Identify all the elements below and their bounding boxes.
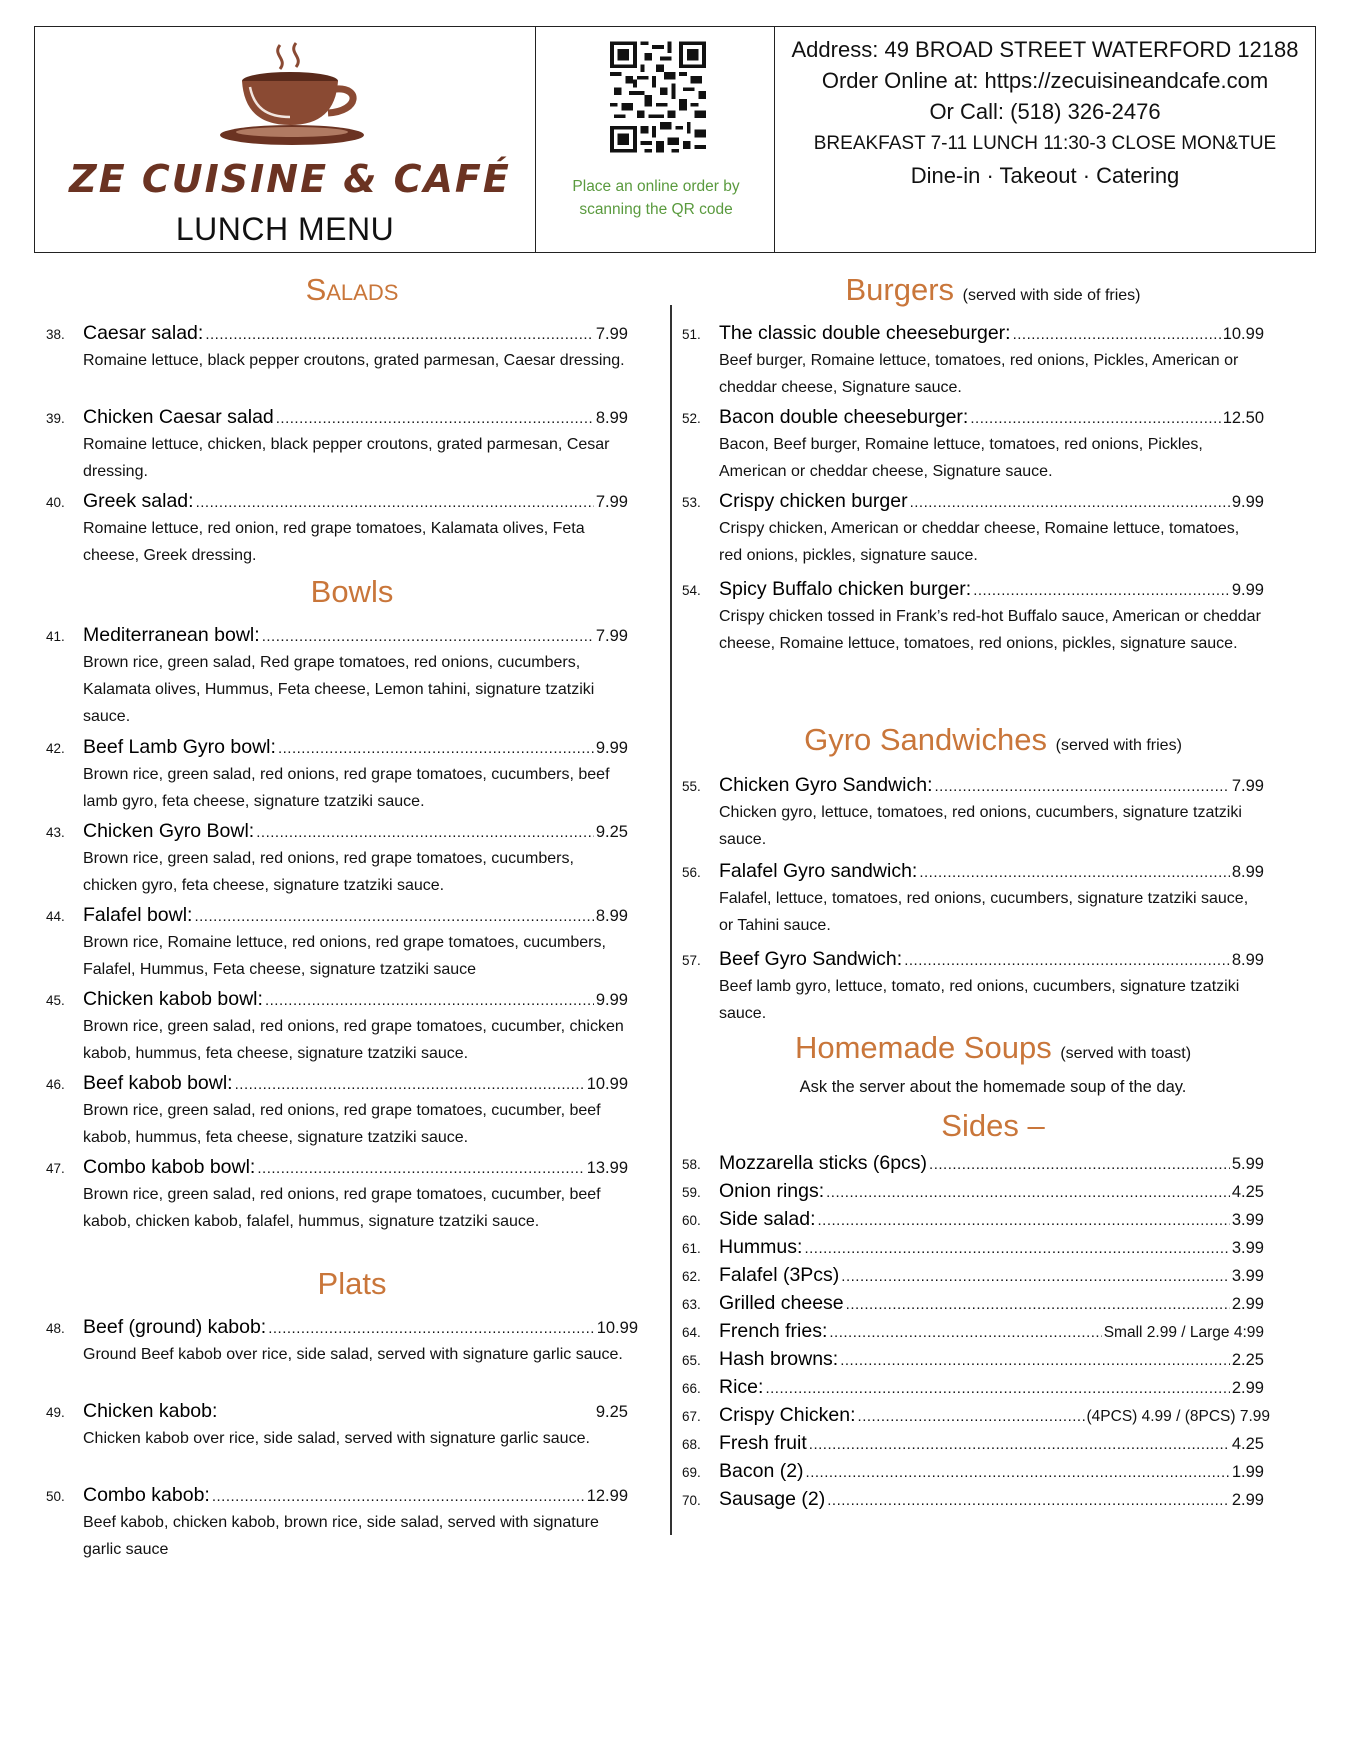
qr-caption-line-1: Place an online order by bbox=[572, 178, 740, 195]
item-price: 9.99 bbox=[595, 739, 628, 757]
section-title-text: Homemade Soups bbox=[794, 1030, 1052, 1065]
item-number: 69. bbox=[682, 1465, 701, 1480]
item-description: Beef kabob, chicken kabob, brown rice, side salad, served with signature garlic sauce bbox=[83, 1514, 599, 1558]
item-description: Falafel, lettuce, tomatoes, red onions, cucumbers, signature tzatziki sauce, or Tahini sauce. bbox=[719, 890, 1249, 934]
item-name: Falafel bowl: bbox=[83, 904, 193, 926]
item-description: Brown rice, green salad, red onions, red grape tomatoes, cucumbers, beef lamb gyro, feta cheese, signature tzatziki sauce. bbox=[83, 766, 610, 810]
item-number: 41. bbox=[46, 629, 65, 644]
item-number: 66. bbox=[682, 1381, 701, 1396]
side-item-61 bbox=[682, 1236, 1264, 1259]
menu-item-43 bbox=[46, 820, 628, 899]
hours-line: BREAKFAST 7-11 LUNCH 11:30-3 CLOSE MON&TUE bbox=[813, 133, 1277, 154]
item-name: Crispy chicken burger bbox=[719, 490, 908, 512]
item-description: Romaine lettuce, chicken, black pepper croutons, grated parmesan, Cesar dressing. bbox=[83, 436, 610, 480]
menu-item-44 bbox=[46, 904, 628, 983]
item-number: 67. bbox=[682, 1409, 701, 1424]
item-name: Mozzarella sticks (6pcs) bbox=[719, 1152, 928, 1174]
item-description: Brown rice, green salad, red onions, red grape tomatoes, cucumber, beef kabob, hummus, feta cheese, signature tzatziki sauce. bbox=[83, 1102, 601, 1146]
menu-item-41 bbox=[46, 624, 628, 730]
item-description: Crispy chicken, American or cheddar cheese, Romaine lettuce, tomatoes, red onions, pickles, signature sauce. bbox=[719, 520, 1240, 564]
item-price: 8.99 bbox=[1231, 951, 1264, 969]
item-number: 39. bbox=[46, 411, 65, 426]
menu-item-40 bbox=[46, 490, 628, 569]
item-number: 68. bbox=[682, 1437, 701, 1452]
menu-item-38 bbox=[46, 322, 628, 374]
menu-item-53 bbox=[682, 490, 1264, 569]
item-description: Brown rice, green salad, Red grape tomatoes, red onions, cucumbers, Kalamata olives, Hummus, Feta cheese, Lemon tahini, signature tzatziki sauce. bbox=[83, 654, 595, 725]
item-description: Brown rice, green salad, red onions, red grape tomatoes, cucumber, beef kabob, chicken kabob, falafel, hummus, signature tzatziki sauce. bbox=[83, 1186, 601, 1230]
section-title-bowls: Bowls bbox=[310, 574, 394, 609]
item-name: Grilled cheese bbox=[719, 1292, 844, 1314]
address-label: Address: bbox=[791, 37, 879, 62]
menu-item-48 bbox=[46, 1316, 638, 1368]
item-price: 5.99 bbox=[1231, 1155, 1264, 1173]
order-online-label: Order Online at bbox=[821, 68, 973, 93]
item-number: 56. bbox=[682, 865, 701, 880]
side-item-58 bbox=[682, 1152, 1264, 1175]
item-name: Beef Lamb Gyro bowl: bbox=[83, 736, 276, 758]
item-price: 2.25 bbox=[1231, 1351, 1264, 1369]
contact-block bbox=[775, 27, 1315, 252]
item-number: 62. bbox=[682, 1269, 701, 1284]
item-price: 9.99 bbox=[1231, 493, 1264, 511]
side-item-63 bbox=[682, 1292, 1264, 1315]
item-number: 48. bbox=[46, 1321, 65, 1336]
side-item-70 bbox=[682, 1488, 1264, 1511]
menu-item-55 bbox=[682, 774, 1264, 853]
section-title-salads: Salads bbox=[305, 272, 399, 307]
item-number: 61. bbox=[682, 1241, 701, 1256]
item-price: 7.99 bbox=[595, 493, 628, 511]
item-description: Beef lamb gyro, lettuce, tomato, red onions, cucumbers, signature tzatziki sauce. bbox=[719, 978, 1240, 1022]
item-number: 59. bbox=[682, 1185, 701, 1200]
item-number: 51. bbox=[682, 327, 701, 342]
item-number: 65. bbox=[682, 1353, 701, 1368]
menu-item-56 bbox=[682, 860, 1264, 939]
section-title-text: Burgers bbox=[845, 272, 955, 307]
item-name: Onion rings: bbox=[719, 1180, 825, 1202]
services-line: Dine-in · Takeout · Catering bbox=[910, 163, 1180, 188]
item-price: 2.99 bbox=[1231, 1491, 1264, 1509]
menu-header bbox=[34, 26, 1316, 253]
side-item-60 bbox=[682, 1208, 1264, 1231]
address-value: 49 BROAD STREET WATERFORD 12188 bbox=[884, 37, 1299, 62]
item-price: 2.99 bbox=[1231, 1295, 1264, 1313]
item-price: 8.99 bbox=[595, 409, 628, 427]
item-name: Greek salad: bbox=[83, 490, 194, 512]
item-name: French fries: bbox=[719, 1320, 828, 1342]
item-name: Sausage (2) bbox=[719, 1488, 826, 1510]
section-title-text: Gyro Sandwiches bbox=[804, 722, 1048, 757]
item-price: 4.25 bbox=[1231, 1183, 1264, 1201]
side-item-66 bbox=[682, 1376, 1264, 1399]
item-description: Bacon, Beef burger, Romaine lettuce, tomatoes, red onions, Pickles, American or cheddar cheese, Signature sauce. bbox=[719, 436, 1203, 480]
item-number: 60. bbox=[682, 1213, 701, 1228]
item-price: 13.99 bbox=[586, 1159, 628, 1177]
side-item-64 bbox=[682, 1320, 1264, 1343]
item-number: 64. bbox=[682, 1325, 701, 1340]
phone-label: Or Call bbox=[929, 99, 998, 124]
item-description: Chicken gyro, lettuce, tomatoes, red onions, cucumbers, signature tzatziki sauce. bbox=[719, 804, 1242, 848]
item-description: Romaine lettuce, red onion, red grape tomatoes, Kalamata olives, Feta cheese, Greek dressing. bbox=[83, 520, 585, 564]
item-name: Combo kabob: bbox=[83, 1484, 210, 1506]
item-name: Crispy Chicken: bbox=[719, 1404, 856, 1426]
item-name: Side salad: bbox=[719, 1208, 816, 1230]
item-price: 12.50 bbox=[1222, 409, 1264, 427]
item-name: Chicken kabob: bbox=[83, 1400, 218, 1422]
item-name: Beef kabob bowl: bbox=[83, 1072, 233, 1094]
menu-item-54 bbox=[682, 578, 1264, 657]
item-price: 10.99 bbox=[596, 1319, 638, 1337]
column-divider bbox=[670, 305, 672, 1535]
item-number: 70. bbox=[682, 1493, 701, 1508]
item-name: Spicy Buffalo chicken burger: bbox=[719, 578, 972, 600]
item-name: Bacon (2) bbox=[719, 1460, 804, 1482]
menu-item-46 bbox=[46, 1072, 628, 1151]
item-price: 8.99 bbox=[1231, 863, 1264, 881]
item-number: 53. bbox=[682, 495, 701, 510]
item-price: 7.99 bbox=[1231, 777, 1264, 795]
logo-block bbox=[35, 27, 535, 252]
item-price: 10.99 bbox=[1222, 325, 1264, 343]
item-price: 7.99 bbox=[595, 627, 628, 645]
section-title-homemade-soups bbox=[670, 1030, 1316, 1066]
item-price: 9.99 bbox=[1231, 581, 1264, 599]
section-title-plats: Plats bbox=[317, 1266, 387, 1301]
section-title-sides: Sides – bbox=[941, 1108, 1045, 1143]
item-description: Crispy chicken tossed in Frank’s red-hot Buffalo sauce, American or cheddar cheese, Romaine lettuce, tomatoes, red onions, pickles, signature sauce. bbox=[719, 608, 1261, 652]
side-item-67 bbox=[682, 1404, 1270, 1427]
item-number: 63. bbox=[682, 1297, 701, 1312]
item-description: Romaine lettuce, black pepper croutons, grated parmesan, Caesar dressing. bbox=[83, 352, 625, 369]
section-subtitle: (served with side of fries) bbox=[962, 287, 1141, 304]
side-item-59 bbox=[682, 1180, 1264, 1203]
item-number: 45. bbox=[46, 993, 65, 1008]
item-name: Chicken Gyro Bowl: bbox=[83, 820, 255, 842]
menu-item-57 bbox=[682, 948, 1264, 1027]
item-number: 52. bbox=[682, 411, 701, 426]
order-online-url[interactable]: : https://zecuisineandcafe.com bbox=[972, 68, 1269, 93]
item-name: Beef (ground) kabob: bbox=[83, 1316, 267, 1338]
section-subtitle: (served with toast) bbox=[1060, 1045, 1192, 1062]
menu-item-50 bbox=[46, 1484, 628, 1563]
item-name: Fresh fruit bbox=[719, 1432, 807, 1454]
item-number: 50. bbox=[46, 1489, 65, 1504]
item-price: 9.25 bbox=[595, 1403, 628, 1421]
menu-item-52 bbox=[682, 406, 1264, 485]
soup-of-the-day-note: Ask the server about the homemade soup of the day. bbox=[799, 1078, 1187, 1096]
menu-item-49 bbox=[46, 1400, 628, 1452]
item-price: 12.99 bbox=[586, 1487, 628, 1505]
menu-item-42 bbox=[46, 736, 628, 815]
item-price: 9.25 bbox=[595, 823, 628, 841]
restaurant-name: ZE CUISINE & CAFÉ bbox=[69, 157, 511, 201]
address-line bbox=[775, 37, 1315, 63]
qr-block bbox=[535, 27, 775, 252]
item-price: 2.99 bbox=[1231, 1379, 1264, 1397]
item-name: Beef Gyro Sandwich: bbox=[719, 948, 903, 970]
menu-title: LUNCH MENU bbox=[175, 211, 395, 247]
item-description: Chicken kabob over rice, side salad, served with signature garlic sauce. bbox=[83, 1430, 590, 1447]
item-name: Chicken Caesar salad bbox=[83, 406, 274, 428]
item-name: Hash browns: bbox=[719, 1348, 839, 1370]
item-number: 54. bbox=[682, 583, 701, 598]
section-subtitle: (served with fries) bbox=[1055, 737, 1182, 754]
side-item-65 bbox=[682, 1348, 1264, 1371]
item-name: Chicken Gyro Sandwich: bbox=[719, 774, 933, 796]
item-price: 10.99 bbox=[586, 1075, 628, 1093]
menu-item-47 bbox=[46, 1156, 628, 1235]
side-item-68 bbox=[682, 1432, 1264, 1455]
item-number: 57. bbox=[682, 953, 701, 968]
item-price: 1.99 bbox=[1231, 1463, 1264, 1481]
item-name: Rice: bbox=[719, 1376, 764, 1398]
order-online-line[interactable] bbox=[775, 68, 1315, 94]
item-number: 58. bbox=[682, 1157, 701, 1172]
item-description: Ground Beef kabob over rice, side salad, served with signature garlic sauce. bbox=[83, 1346, 623, 1363]
item-number: 46. bbox=[46, 1077, 65, 1092]
side-item-69 bbox=[682, 1460, 1264, 1483]
item-number: 38. bbox=[46, 327, 65, 342]
item-description: Beef burger, Romaine lettuce, tomatoes, red onions, Pickles, American or cheddar cheese, Signature sauce. bbox=[719, 352, 1239, 396]
item-price: Small 2.99 / Large 4:99 bbox=[1103, 1324, 1264, 1341]
item-name: Hummus: bbox=[719, 1236, 803, 1258]
section-title-burgers bbox=[670, 272, 1316, 308]
menu-item-39 bbox=[46, 406, 628, 485]
item-price: 7.99 bbox=[595, 325, 628, 343]
item-name: Falafel (3Pcs) bbox=[719, 1264, 840, 1286]
item-price: 4.25 bbox=[1231, 1435, 1264, 1453]
phone-line[interactable] bbox=[775, 99, 1315, 125]
qr-caption-line-2: scanning the QR code bbox=[579, 201, 733, 218]
menu-item-51 bbox=[682, 322, 1264, 401]
item-price: (4PCS) 4.99 / (8PCS) 7.99 bbox=[1086, 1408, 1270, 1425]
item-price: 3.99 bbox=[1231, 1239, 1264, 1257]
item-price: 3.99 bbox=[1231, 1211, 1264, 1229]
item-number: 49. bbox=[46, 1405, 65, 1420]
item-price: 8.99 bbox=[595, 907, 628, 925]
item-price: 9.99 bbox=[595, 991, 628, 1009]
item-name: Bacon double cheeseburger: bbox=[719, 406, 969, 428]
item-number: 47. bbox=[46, 1161, 65, 1176]
phone-number[interactable]: : (518) 326-2476 bbox=[997, 99, 1161, 124]
item-name: Chicken kabob bowl: bbox=[83, 988, 263, 1010]
item-name: Caesar salad: bbox=[83, 322, 204, 344]
item-price: 3.99 bbox=[1231, 1267, 1264, 1285]
item-description: Brown rice, green salad, red onions, red grape tomatoes, cucumber, chicken kabob, hummus, feta cheese, signature tzatziki sauce. bbox=[83, 1018, 624, 1062]
coffee-cup-logo-icon bbox=[210, 41, 380, 151]
item-number: 43. bbox=[46, 825, 65, 840]
item-description: Brown rice, green salad, red onions, red grape tomatoes, cucumbers, chicken gyro, feta cheese, signature tzatziki sauce. bbox=[83, 850, 574, 894]
item-name: The classic double cheeseburger: bbox=[719, 322, 1011, 344]
item-number: 40. bbox=[46, 495, 65, 510]
menu-item-45 bbox=[46, 988, 628, 1067]
item-number: 42. bbox=[46, 741, 65, 756]
item-name: Combo kabob bowl: bbox=[83, 1156, 256, 1178]
item-number: 44. bbox=[46, 909, 65, 924]
qr-code-icon[interactable] bbox=[610, 41, 706, 153]
item-name: Mediterranean bowl: bbox=[83, 624, 260, 646]
item-description: Brown rice, Romaine lettuce, red onions, red grape tomatoes, cucumbers, Falafel, Hummus, Feta cheese, signature tzatziki sauce bbox=[83, 934, 606, 978]
qr-caption bbox=[546, 175, 766, 221]
item-name: Falafel Gyro sandwich: bbox=[719, 860, 918, 882]
section-title-gyro-sandwiches bbox=[670, 722, 1316, 758]
side-item-62 bbox=[682, 1264, 1264, 1287]
item-number: 55. bbox=[682, 779, 701, 794]
